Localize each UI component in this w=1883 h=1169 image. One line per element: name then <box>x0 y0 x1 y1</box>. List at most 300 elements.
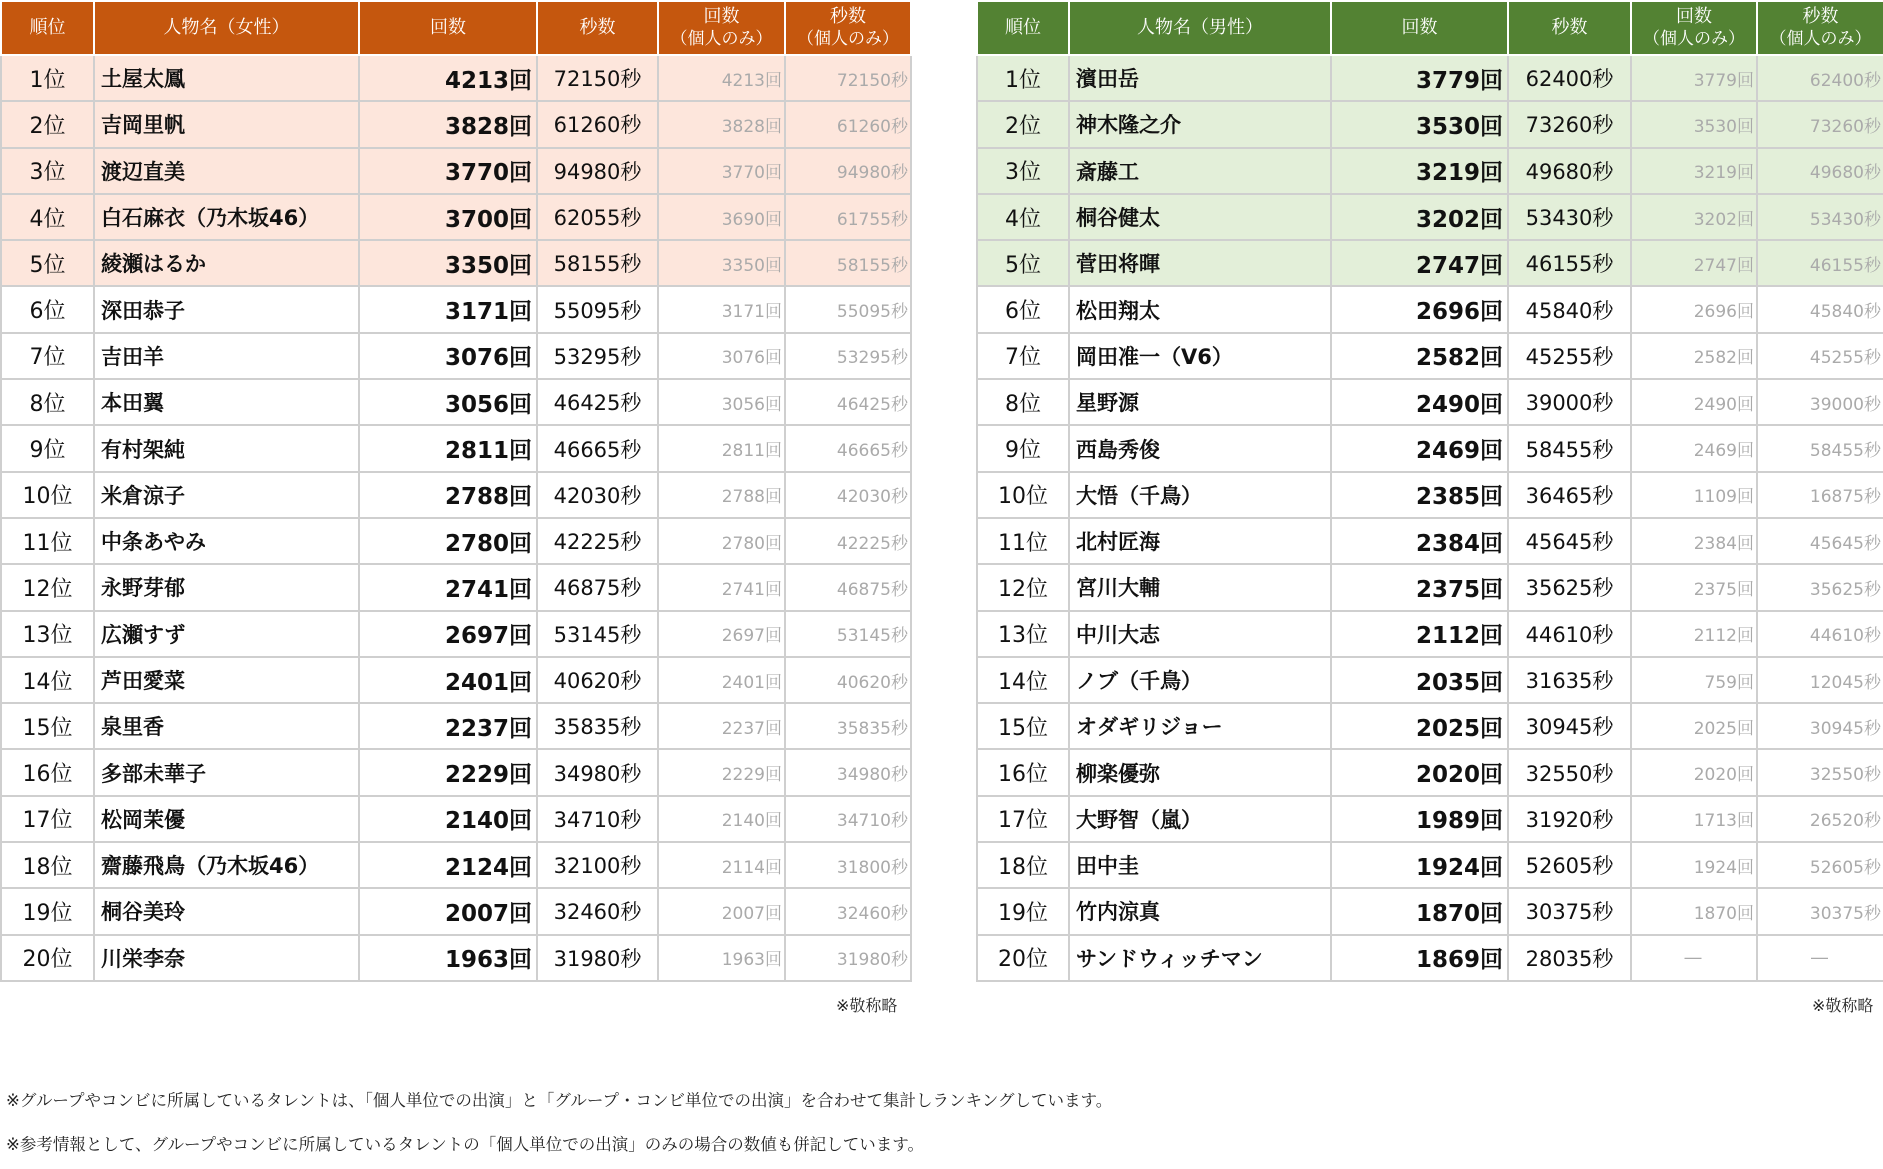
seconds-cell: 49680秒 <box>1508 148 1631 194</box>
name-cell: 星野源 <box>1069 379 1331 425</box>
seconds-cell: 34980秒 <box>537 749 658 795</box>
name-cell: 濱田岳 <box>1069 55 1331 101</box>
table-row <box>1 240 911 286</box>
seconds-cell: 30375秒 <box>1508 888 1631 934</box>
header-individual-sub: （個人のみ） <box>670 29 773 49</box>
table-header-row <box>977 1 1883 55</box>
name-cell: 渡辺直美 <box>94 148 359 194</box>
seconds-individual-cell: 94980秒 <box>785 148 911 194</box>
seconds-individual-cell: 46425秒 <box>785 379 911 425</box>
name-cell: 桐谷美玲 <box>94 888 359 934</box>
header-count-individual <box>1631 1 1757 55</box>
table-row <box>977 518 1883 564</box>
table-row <box>977 472 1883 518</box>
seconds-cell: 62055秒 <box>537 194 658 240</box>
count-cell: 1924回 <box>1331 842 1508 888</box>
table-row <box>977 611 1883 657</box>
seconds-cell: 31980秒 <box>537 935 658 981</box>
count-cell: 2384回 <box>1331 518 1508 564</box>
name-cell: 吉田羊 <box>94 333 359 379</box>
table-row <box>977 148 1883 194</box>
seconds-individual-cell: 49680秒 <box>1757 148 1883 194</box>
name-cell: 本田翼 <box>94 379 359 425</box>
rank-cell: 13位 <box>977 611 1069 657</box>
count-cell: 2375回 <box>1331 564 1508 610</box>
male-table-body <box>977 55 1883 981</box>
name-cell: 田中圭 <box>1069 842 1331 888</box>
count-individual-cell: 2780回 <box>658 518 785 564</box>
footnote-reference: ※参考情報として、グループやコンビに所属しているタレントの「個人単位での出演」のみの場合の数値も併記しています。 <box>6 1135 924 1154</box>
count-individual-cell: 2747回 <box>1631 240 1757 286</box>
seconds-cell: 53430秒 <box>1508 194 1631 240</box>
name-cell: 吉岡里帆 <box>94 101 359 147</box>
header-seconds-individual-label: 秒数 <box>1802 6 1839 27</box>
rank-cell: 10位 <box>977 472 1069 518</box>
seconds-individual-cell: 32460秒 <box>785 888 911 934</box>
name-cell: 中川大志 <box>1069 611 1331 657</box>
count-individual-cell: 2696回 <box>1631 286 1757 332</box>
rank-cell: 6位 <box>1 286 94 332</box>
header-seconds: 秒数 <box>537 1 658 55</box>
name-cell: 川栄李奈 <box>94 935 359 981</box>
count-individual-cell: ― <box>1631 935 1757 981</box>
rank-cell: 19位 <box>1 888 94 934</box>
count-cell: 2229回 <box>359 749 537 795</box>
rank-cell: 20位 <box>1 935 94 981</box>
count-cell: 2237回 <box>359 703 537 749</box>
seconds-cell: 45255秒 <box>1508 333 1631 379</box>
seconds-cell: 46665秒 <box>537 425 658 471</box>
female-table-body <box>1 55 911 981</box>
count-individual-cell: 3171回 <box>658 286 785 332</box>
seconds-cell: 61260秒 <box>537 101 658 147</box>
seconds-individual-cell: 73260秒 <box>1757 101 1883 147</box>
seconds-individual-cell: 46155秒 <box>1757 240 1883 286</box>
name-cell: 岡田准一（V6） <box>1069 333 1331 379</box>
table-row <box>1 518 911 564</box>
count-cell: 3350回 <box>359 240 537 286</box>
name-cell: 広瀬すず <box>94 611 359 657</box>
rank-cell: 5位 <box>977 240 1069 286</box>
name-cell: 齋藤飛鳥（乃木坂46） <box>94 842 359 888</box>
seconds-individual-cell: 12045秒 <box>1757 657 1883 703</box>
rank-cell: 19位 <box>977 888 1069 934</box>
name-cell: 北村匠海 <box>1069 518 1331 564</box>
count-cell: 2696回 <box>1331 286 1508 332</box>
seconds-cell: 44610秒 <box>1508 611 1631 657</box>
count-cell: 2747回 <box>1331 240 1508 286</box>
count-cell: 2469回 <box>1331 425 1508 471</box>
rank-cell: 18位 <box>1 842 94 888</box>
name-cell: 米倉涼子 <box>94 472 359 518</box>
count-individual-cell: 2007回 <box>658 888 785 934</box>
seconds-cell: 58455秒 <box>1508 425 1631 471</box>
header-seconds-individual <box>785 1 911 55</box>
rank-cell: 12位 <box>1 564 94 610</box>
seconds-individual-cell: 46875秒 <box>785 564 911 610</box>
seconds-cell: 40620秒 <box>537 657 658 703</box>
count-cell: 3828回 <box>359 101 537 147</box>
table-row <box>1 148 911 194</box>
name-cell: 西島秀俊 <box>1069 425 1331 471</box>
male-ranking-panel <box>976 0 1883 982</box>
rank-cell: 3位 <box>977 148 1069 194</box>
count-cell: 2020回 <box>1331 749 1508 795</box>
seconds-individual-cell: 61260秒 <box>785 101 911 147</box>
table-row <box>977 657 1883 703</box>
name-cell: サンドウィッチマン <box>1069 935 1331 981</box>
count-individual-cell: 3076回 <box>658 333 785 379</box>
count-individual-cell: 3202回 <box>1631 194 1757 240</box>
honorific-omitted-note: ※敬称略 <box>1812 996 1874 1015</box>
seconds-individual-cell: 31980秒 <box>785 935 911 981</box>
rank-cell: 4位 <box>977 194 1069 240</box>
rank-cell: 1位 <box>1 55 94 101</box>
name-cell: 竹内涼真 <box>1069 888 1331 934</box>
rank-cell: 16位 <box>977 749 1069 795</box>
seconds-cell: 35835秒 <box>537 703 658 749</box>
seconds-individual-cell: 34710秒 <box>785 796 911 842</box>
name-cell: 泉里香 <box>94 703 359 749</box>
rank-cell: 12位 <box>977 564 1069 610</box>
seconds-cell: 36465秒 <box>1508 472 1631 518</box>
seconds-cell: 32550秒 <box>1508 749 1631 795</box>
count-individual-cell: 2237回 <box>658 703 785 749</box>
seconds-cell: 46875秒 <box>537 564 658 610</box>
rank-cell: 8位 <box>977 379 1069 425</box>
rank-cell: 15位 <box>1 703 94 749</box>
table-row <box>1 657 911 703</box>
name-cell: 綾瀬はるか <box>94 240 359 286</box>
rank-cell: 11位 <box>1 518 94 564</box>
count-individual-cell: 2788回 <box>658 472 785 518</box>
header-count-individual <box>658 1 785 55</box>
table-row <box>977 286 1883 332</box>
count-cell: 2741回 <box>359 564 537 610</box>
count-individual-cell: 3828回 <box>658 101 785 147</box>
table-row <box>1 379 911 425</box>
rank-cell: 14位 <box>1 657 94 703</box>
count-cell: 3076回 <box>359 333 537 379</box>
header-count: 回数 <box>359 1 537 55</box>
seconds-cell: 53295秒 <box>537 333 658 379</box>
seconds-individual-cell: 39000秒 <box>1757 379 1883 425</box>
seconds-individual-cell: 45255秒 <box>1757 333 1883 379</box>
seconds-individual-cell: 53430秒 <box>1757 194 1883 240</box>
count-cell: 2035回 <box>1331 657 1508 703</box>
table-row <box>977 333 1883 379</box>
seconds-cell: 94980秒 <box>537 148 658 194</box>
count-cell: 2007回 <box>359 888 537 934</box>
count-individual-cell: 2811回 <box>658 425 785 471</box>
name-cell: 松岡茉優 <box>94 796 359 842</box>
name-cell: 桐谷健太 <box>1069 194 1331 240</box>
seconds-cell: 42225秒 <box>537 518 658 564</box>
name-cell: 深田恭子 <box>94 286 359 332</box>
name-cell: 中条あやみ <box>94 518 359 564</box>
rank-cell: 18位 <box>977 842 1069 888</box>
seconds-individual-cell: 53145秒 <box>785 611 911 657</box>
count-individual-cell: 1963回 <box>658 935 785 981</box>
count-cell: 3530回 <box>1331 101 1508 147</box>
name-cell: 土屋太鳳 <box>94 55 359 101</box>
count-cell: 2401回 <box>359 657 537 703</box>
count-cell: 3202回 <box>1331 194 1508 240</box>
seconds-cell: 31635秒 <box>1508 657 1631 703</box>
table-row <box>977 749 1883 795</box>
count-cell: 2780回 <box>359 518 537 564</box>
count-individual-cell: 2582回 <box>1631 333 1757 379</box>
seconds-individual-cell: ― <box>1757 935 1883 981</box>
seconds-cell: 58155秒 <box>537 240 658 286</box>
count-individual-cell: 2741回 <box>658 564 785 610</box>
count-cell: 3770回 <box>359 148 537 194</box>
table-row <box>1 101 911 147</box>
seconds-cell: 62400秒 <box>1508 55 1631 101</box>
count-cell: 2582回 <box>1331 333 1508 379</box>
rank-cell: 17位 <box>1 796 94 842</box>
rank-cell: 10位 <box>1 472 94 518</box>
seconds-individual-cell: 42225秒 <box>785 518 911 564</box>
seconds-individual-cell: 34980秒 <box>785 749 911 795</box>
seconds-individual-cell: 42030秒 <box>785 472 911 518</box>
rank-cell: 17位 <box>977 796 1069 842</box>
table-row <box>977 796 1883 842</box>
seconds-individual-cell: 61755秒 <box>785 194 911 240</box>
rank-cell: 9位 <box>1 425 94 471</box>
seconds-cell: 45645秒 <box>1508 518 1631 564</box>
rank-cell: 2位 <box>1 101 94 147</box>
table-row <box>977 101 1883 147</box>
count-individual-cell: 3779回 <box>1631 55 1757 101</box>
count-cell: 1869回 <box>1331 935 1508 981</box>
table-row <box>977 564 1883 610</box>
rank-cell: 11位 <box>977 518 1069 564</box>
seconds-individual-cell: 31800秒 <box>785 842 911 888</box>
seconds-cell: 28035秒 <box>1508 935 1631 981</box>
female-ranking-table <box>0 0 912 982</box>
count-cell: 3056回 <box>359 379 537 425</box>
count-cell: 2490回 <box>1331 379 1508 425</box>
rank-cell: 1位 <box>977 55 1069 101</box>
header-seconds-individual <box>1757 1 1883 55</box>
male-ranking-table <box>976 0 1883 982</box>
name-cell: 多部未華子 <box>94 749 359 795</box>
seconds-cell: 53145秒 <box>537 611 658 657</box>
table-row <box>977 55 1883 101</box>
seconds-individual-cell: 35835秒 <box>785 703 911 749</box>
rank-cell: 8位 <box>1 379 94 425</box>
name-cell: 有村架純 <box>94 425 359 471</box>
rank-cell: 7位 <box>1 333 94 379</box>
header-individual-sub: （個人のみ） <box>1643 29 1745 49</box>
count-cell: 1963回 <box>359 935 537 981</box>
seconds-individual-cell: 52605秒 <box>1757 842 1883 888</box>
count-cell: 2385回 <box>1331 472 1508 518</box>
count-cell: 3219回 <box>1331 148 1508 194</box>
name-cell: 大野智（嵐） <box>1069 796 1331 842</box>
rank-cell: 4位 <box>1 194 94 240</box>
rank-cell: 14位 <box>977 657 1069 703</box>
header-individual-sub: （個人のみ） <box>1769 29 1872 49</box>
seconds-individual-cell: 58155秒 <box>785 240 911 286</box>
table-row <box>1 472 911 518</box>
seconds-individual-cell: 72150秒 <box>785 55 911 101</box>
count-cell: 1989回 <box>1331 796 1508 842</box>
count-individual-cell: 2140回 <box>658 796 785 842</box>
header-count-individual-label: 回数 <box>1676 6 1712 27</box>
count-individual-cell: 2375回 <box>1631 564 1757 610</box>
count-individual-cell: 1870回 <box>1631 888 1757 934</box>
count-individual-cell: 2384回 <box>1631 518 1757 564</box>
seconds-cell: 32100秒 <box>537 842 658 888</box>
count-individual-cell: 3350回 <box>658 240 785 286</box>
seconds-cell: 35625秒 <box>1508 564 1631 610</box>
table-row <box>977 425 1883 471</box>
table-row <box>1 888 911 934</box>
seconds-individual-cell: 46665秒 <box>785 425 911 471</box>
name-cell: 芦田愛菜 <box>94 657 359 703</box>
rank-cell: 9位 <box>977 425 1069 471</box>
female-ranking-panel <box>0 0 910 982</box>
count-cell: 3171回 <box>359 286 537 332</box>
seconds-cell: 30945秒 <box>1508 703 1631 749</box>
seconds-individual-cell: 32550秒 <box>1757 749 1883 795</box>
count-individual-cell: 3690回 <box>658 194 785 240</box>
count-cell: 2788回 <box>359 472 537 518</box>
table-row <box>977 935 1883 981</box>
table-row <box>1 842 911 888</box>
seconds-individual-cell: 30375秒 <box>1757 888 1883 934</box>
seconds-cell: 39000秒 <box>1508 379 1631 425</box>
seconds-cell: 72150秒 <box>537 55 658 101</box>
seconds-individual-cell: 35625秒 <box>1757 564 1883 610</box>
count-individual-cell: 2020回 <box>1631 749 1757 795</box>
count-individual-cell: 2401回 <box>658 657 785 703</box>
table-row <box>1 796 911 842</box>
header-individual-sub: （個人のみ） <box>797 29 899 49</box>
name-cell: ノブ（千鳥） <box>1069 657 1331 703</box>
seconds-cell: 55095秒 <box>537 286 658 332</box>
table-row <box>977 842 1883 888</box>
count-cell: 4213回 <box>359 55 537 101</box>
count-individual-cell: 759回 <box>1631 657 1757 703</box>
table-row <box>1 749 911 795</box>
count-cell: 2124回 <box>359 842 537 888</box>
count-cell: 2697回 <box>359 611 537 657</box>
count-cell: 2112回 <box>1331 611 1508 657</box>
name-cell: 斎藤工 <box>1069 148 1331 194</box>
table-row <box>977 240 1883 286</box>
seconds-individual-cell: 16875秒 <box>1757 472 1883 518</box>
seconds-cell: 46425秒 <box>537 379 658 425</box>
name-cell: 大悟（千鳥） <box>1069 472 1331 518</box>
rank-cell: 6位 <box>977 286 1069 332</box>
count-cell: 1870回 <box>1331 888 1508 934</box>
table-row <box>977 379 1883 425</box>
honorific-omitted-note: ※敬称略 <box>836 996 898 1015</box>
seconds-cell: 46155秒 <box>1508 240 1631 286</box>
table-row <box>1 564 911 610</box>
seconds-individual-cell: 44610秒 <box>1757 611 1883 657</box>
seconds-individual-cell: 40620秒 <box>785 657 911 703</box>
name-cell: オダギリジョー <box>1069 703 1331 749</box>
rank-cell: 5位 <box>1 240 94 286</box>
name-cell: 松田翔太 <box>1069 286 1331 332</box>
rank-cell: 20位 <box>977 935 1069 981</box>
header-count-individual-label: 回数 <box>703 6 740 27</box>
header-count: 回数 <box>1331 1 1508 55</box>
header-name: 人物名（男性） <box>1069 1 1331 55</box>
table-row <box>1 194 911 240</box>
seconds-cell: 45840秒 <box>1508 286 1631 332</box>
table-row <box>977 194 1883 240</box>
seconds-individual-cell: 62400秒 <box>1757 55 1883 101</box>
rank-cell: 16位 <box>1 749 94 795</box>
table-row <box>977 888 1883 934</box>
count-individual-cell: 3770回 <box>658 148 785 194</box>
seconds-cell: 31920秒 <box>1508 796 1631 842</box>
count-individual-cell: 1713回 <box>1631 796 1757 842</box>
count-cell: 2140回 <box>359 796 537 842</box>
count-individual-cell: 2114回 <box>658 842 785 888</box>
name-cell: 宮川大輔 <box>1069 564 1331 610</box>
table-row <box>1 286 911 332</box>
count-cell: 3700回 <box>359 194 537 240</box>
count-individual-cell: 2025回 <box>1631 703 1757 749</box>
table-row <box>1 935 911 981</box>
header-seconds: 秒数 <box>1508 1 1631 55</box>
table-row <box>977 703 1883 749</box>
seconds-individual-cell: 53295秒 <box>785 333 911 379</box>
table-row <box>1 611 911 657</box>
seconds-individual-cell: 55095秒 <box>785 286 911 332</box>
seconds-individual-cell: 30945秒 <box>1757 703 1883 749</box>
header-name: 人物名（女性） <box>94 1 359 55</box>
count-individual-cell: 2490回 <box>1631 379 1757 425</box>
rank-cell: 3位 <box>1 148 94 194</box>
seconds-cell: 32460秒 <box>537 888 658 934</box>
count-individual-cell: 3219回 <box>1631 148 1757 194</box>
name-cell: 柳楽優弥 <box>1069 749 1331 795</box>
count-individual-cell: 1109回 <box>1631 472 1757 518</box>
seconds-cell: 42030秒 <box>537 472 658 518</box>
count-cell: 2025回 <box>1331 703 1508 749</box>
count-individual-cell: 3056回 <box>658 379 785 425</box>
count-individual-cell: 2469回 <box>1631 425 1757 471</box>
rank-cell: 2位 <box>977 101 1069 147</box>
table-header-row <box>1 1 911 55</box>
seconds-cell: 52605秒 <box>1508 842 1631 888</box>
count-individual-cell: 1924回 <box>1631 842 1757 888</box>
header-rank: 順位 <box>1 1 94 55</box>
table-row <box>1 425 911 471</box>
header-seconds-individual-label: 秒数 <box>830 6 866 27</box>
count-individual-cell: 2112回 <box>1631 611 1757 657</box>
table-row <box>1 55 911 101</box>
rank-cell: 7位 <box>977 333 1069 379</box>
name-cell: 永野芽郁 <box>94 564 359 610</box>
seconds-cell: 73260秒 <box>1508 101 1631 147</box>
count-individual-cell: 2229回 <box>658 749 785 795</box>
seconds-cell: 34710秒 <box>537 796 658 842</box>
count-cell: 3779回 <box>1331 55 1508 101</box>
seconds-individual-cell: 26520秒 <box>1757 796 1883 842</box>
count-individual-cell: 4213回 <box>658 55 785 101</box>
count-individual-cell: 3530回 <box>1631 101 1757 147</box>
table-row <box>1 333 911 379</box>
table-row <box>1 703 911 749</box>
